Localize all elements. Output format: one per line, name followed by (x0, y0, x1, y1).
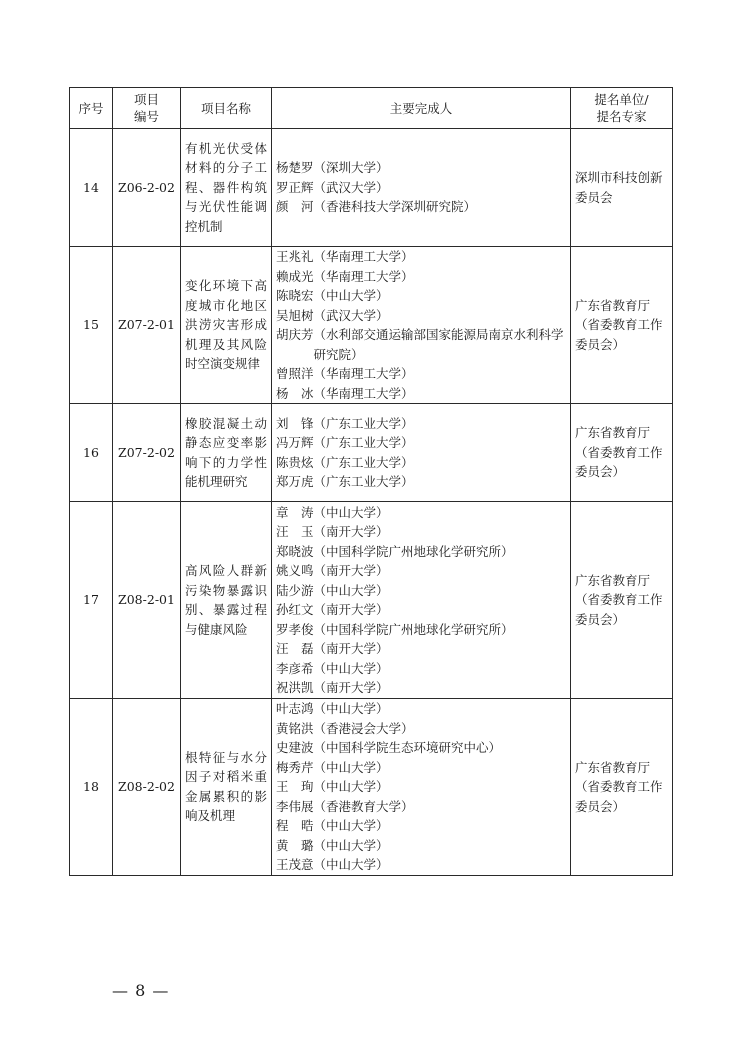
person-affiliation: （广东工业大学） (313, 435, 414, 450)
table-header-row (70, 88, 673, 129)
person-name: 程 晧 (276, 818, 314, 833)
person-name: 王兆礼 (276, 249, 314, 264)
person-affiliation: （南开大学） (313, 602, 389, 617)
person-name: 孙红文 (276, 602, 314, 617)
person-name: 陈晓宏 (276, 288, 314, 303)
person-name: 赖成光 (276, 268, 314, 284)
person-line (276, 797, 566, 817)
person-line (276, 699, 566, 719)
person-name: 黄铭洪 (276, 720, 314, 736)
person-affiliation: （中山大学） (313, 779, 389, 794)
person-line (276, 561, 566, 581)
person-name: 胡庆芳 (276, 327, 314, 342)
nominator-cell: 广东省教育厅（省委教育工作委员会） (571, 502, 673, 699)
person-affiliation: （中国科学院广州地球化学研究所） (313, 621, 514, 637)
person-name: 罗正辉 (276, 179, 314, 195)
person-affiliation: （华南理工大学） (313, 268, 414, 284)
person-name: 王 珣 (276, 779, 314, 794)
page-number: — 8 — (112, 981, 170, 1000)
header-people (272, 88, 571, 129)
person-name: 王茂意 (276, 857, 314, 872)
person-affiliation: （中国科学院生态环境研究中心） (313, 740, 502, 755)
person-affiliation: （南开大学） (313, 641, 389, 656)
person-name: 叶志鸿 (276, 701, 314, 716)
person-name: 颜 河 (276, 199, 314, 215)
header-seq (70, 88, 113, 129)
person-line (276, 738, 566, 758)
person-affiliation: （香港科技大学深圳研究院） (313, 199, 477, 215)
project-name-cell: 有机光伏受体材料的分子工程、器件构筑与光伏性能调控机制 (181, 129, 272, 247)
header-people-label: 主要完成人 (389, 100, 453, 116)
person-line (276, 542, 566, 562)
table-row (70, 247, 673, 404)
person-line (276, 719, 566, 739)
seq-cell: 15 (70, 247, 113, 404)
person-line (276, 453, 566, 473)
header-nominator-label: 提名单位/ 提名专家 (594, 92, 649, 124)
person-name: 杨楚罗 (276, 160, 314, 176)
person-line (276, 620, 566, 640)
person-name: 李伟展 (276, 798, 314, 814)
person-name: 郑晓波 (276, 543, 314, 559)
person-line (276, 639, 566, 659)
person-name: 曾照洋 (276, 366, 314, 381)
people-cell (272, 699, 571, 876)
person-line (276, 600, 566, 620)
table-row (70, 129, 673, 247)
person-line (276, 197, 566, 217)
person-name: 郑万虎 (276, 474, 314, 489)
person-line (276, 306, 566, 326)
person-affiliation: （水利部交通运输部国家能源局南京水利科学研究院） (313, 327, 564, 362)
code-cell: Z07-2-01 (113, 247, 181, 404)
person-line (276, 384, 566, 404)
person-affiliation: （中山大学） (313, 582, 389, 598)
table-row (70, 502, 673, 699)
code-cell: Z08-2-01 (113, 502, 181, 699)
person-line (276, 758, 566, 778)
person-line (276, 414, 566, 434)
person-line (276, 158, 566, 178)
code-cell: Z07-2-02 (113, 404, 181, 502)
people-cell (272, 129, 571, 247)
person-name: 姚义鸣 (276, 563, 314, 578)
person-affiliation: （香港教育大学） (313, 798, 414, 814)
person-affiliation: （中山大学） (313, 701, 389, 716)
person-line (276, 286, 566, 306)
person-affiliation: （香港浸会大学） (313, 720, 414, 736)
code-cell: Z06-2-02 (113, 129, 181, 247)
header-nominator (571, 88, 673, 129)
person-name: 李彦希 (276, 660, 314, 676)
person-affiliation: （中山大学） (313, 759, 389, 775)
person-line (276, 267, 566, 287)
person-line (276, 325, 566, 364)
person-affiliation: （南开大学） (313, 524, 389, 539)
person-line (276, 816, 566, 836)
table-row (70, 699, 673, 876)
seq-cell: 18 (70, 699, 113, 876)
nominator-cell: 广东省教育厅（省委教育工作委员会） (571, 247, 673, 404)
nominator-cell: 深圳市科技创新委员会 (571, 129, 673, 247)
header-code (113, 88, 181, 129)
person-name: 冯万辉 (276, 435, 314, 450)
person-name: 祝洪凯 (276, 680, 314, 695)
table-row (70, 404, 673, 502)
person-line (276, 503, 566, 523)
person-affiliation: （深圳大学） (313, 160, 389, 176)
person-affiliation: （中山大学） (313, 857, 389, 872)
people-cell (272, 502, 571, 699)
person-line (276, 472, 566, 492)
person-line (276, 364, 566, 384)
person-line (276, 433, 566, 453)
person-name: 黄 璐 (276, 837, 314, 853)
person-affiliation: （南开大学） (313, 680, 389, 695)
person-name: 梅秀芹 (276, 759, 314, 775)
person-line (276, 178, 566, 198)
project-name-cell: 高风险人群新污染物暴露识别、暴露过程与健康风险 (181, 502, 272, 699)
person-affiliation: （华南理工大学） (313, 385, 414, 401)
person-name: 陈贵炫 (276, 454, 314, 470)
nominator-cell: 广东省教育厅（省委教育工作委员会） (571, 699, 673, 876)
person-affiliation: （南开大学） (313, 563, 389, 578)
person-name: 史建波 (276, 740, 314, 755)
seq-cell: 17 (70, 502, 113, 699)
person-name: 章 涛 (276, 504, 314, 520)
project-name-cell: 根特征与水分因子对稻米重金属累积的影响及机理 (181, 699, 272, 876)
person-affiliation: （中山大学） (313, 660, 389, 676)
awards-table (69, 87, 673, 876)
header-name (181, 88, 272, 129)
person-line (276, 581, 566, 601)
people-cell (272, 247, 571, 404)
person-line (276, 659, 566, 679)
person-line (276, 522, 566, 542)
person-affiliation: （武汉大学） (313, 179, 389, 195)
person-name: 陆少游 (276, 582, 314, 598)
person-line (276, 247, 566, 267)
person-affiliation: （中山大学） (313, 504, 389, 520)
person-name: 刘 锋 (276, 415, 314, 431)
person-affiliation: （武汉大学） (313, 307, 389, 323)
person-line (276, 836, 566, 856)
project-name-cell: 橡胶混凝土动静态应变率影响下的力学性能机理研究 (181, 404, 272, 502)
person-affiliation: （广东工业大学） (313, 474, 414, 489)
person-line (276, 777, 566, 797)
person-affiliation: （华南理工大学） (313, 366, 414, 381)
person-affiliation: （中山大学） (313, 818, 389, 833)
person-name: 罗孝俊 (276, 621, 314, 637)
person-name: 吴旭树 (276, 307, 314, 323)
seq-cell: 16 (70, 404, 113, 502)
header-code-label: 项目 编号 (133, 92, 159, 124)
person-line (276, 678, 566, 698)
person-affiliation: （广东工业大学） (313, 454, 414, 470)
people-cell (272, 404, 571, 502)
nominator-cell: 广东省教育厅（省委教育工作委员会） (571, 404, 673, 502)
person-line (276, 855, 566, 875)
person-name: 汪 磊 (276, 641, 314, 656)
person-affiliation: （华南理工大学） (313, 249, 414, 264)
person-affiliation: （中山大学） (313, 837, 389, 853)
person-affiliation: （中国科学院广州地球化学研究所） (313, 543, 514, 559)
code-cell: Z08-2-02 (113, 699, 181, 876)
person-name: 杨 冰 (276, 385, 314, 401)
header-seq-label: 序号 (78, 100, 104, 116)
table-body (70, 129, 673, 876)
header-name-label: 项目名称 (200, 100, 251, 116)
person-affiliation: （中山大学） (313, 288, 389, 303)
person-affiliation: （广东工业大学） (313, 415, 414, 431)
person-name: 汪 玉 (276, 524, 314, 539)
seq-cell: 14 (70, 129, 113, 247)
project-name-cell: 变化环境下高度城市化地区洪涝灾害形成机理及其风险时空演变规律 (181, 247, 272, 404)
